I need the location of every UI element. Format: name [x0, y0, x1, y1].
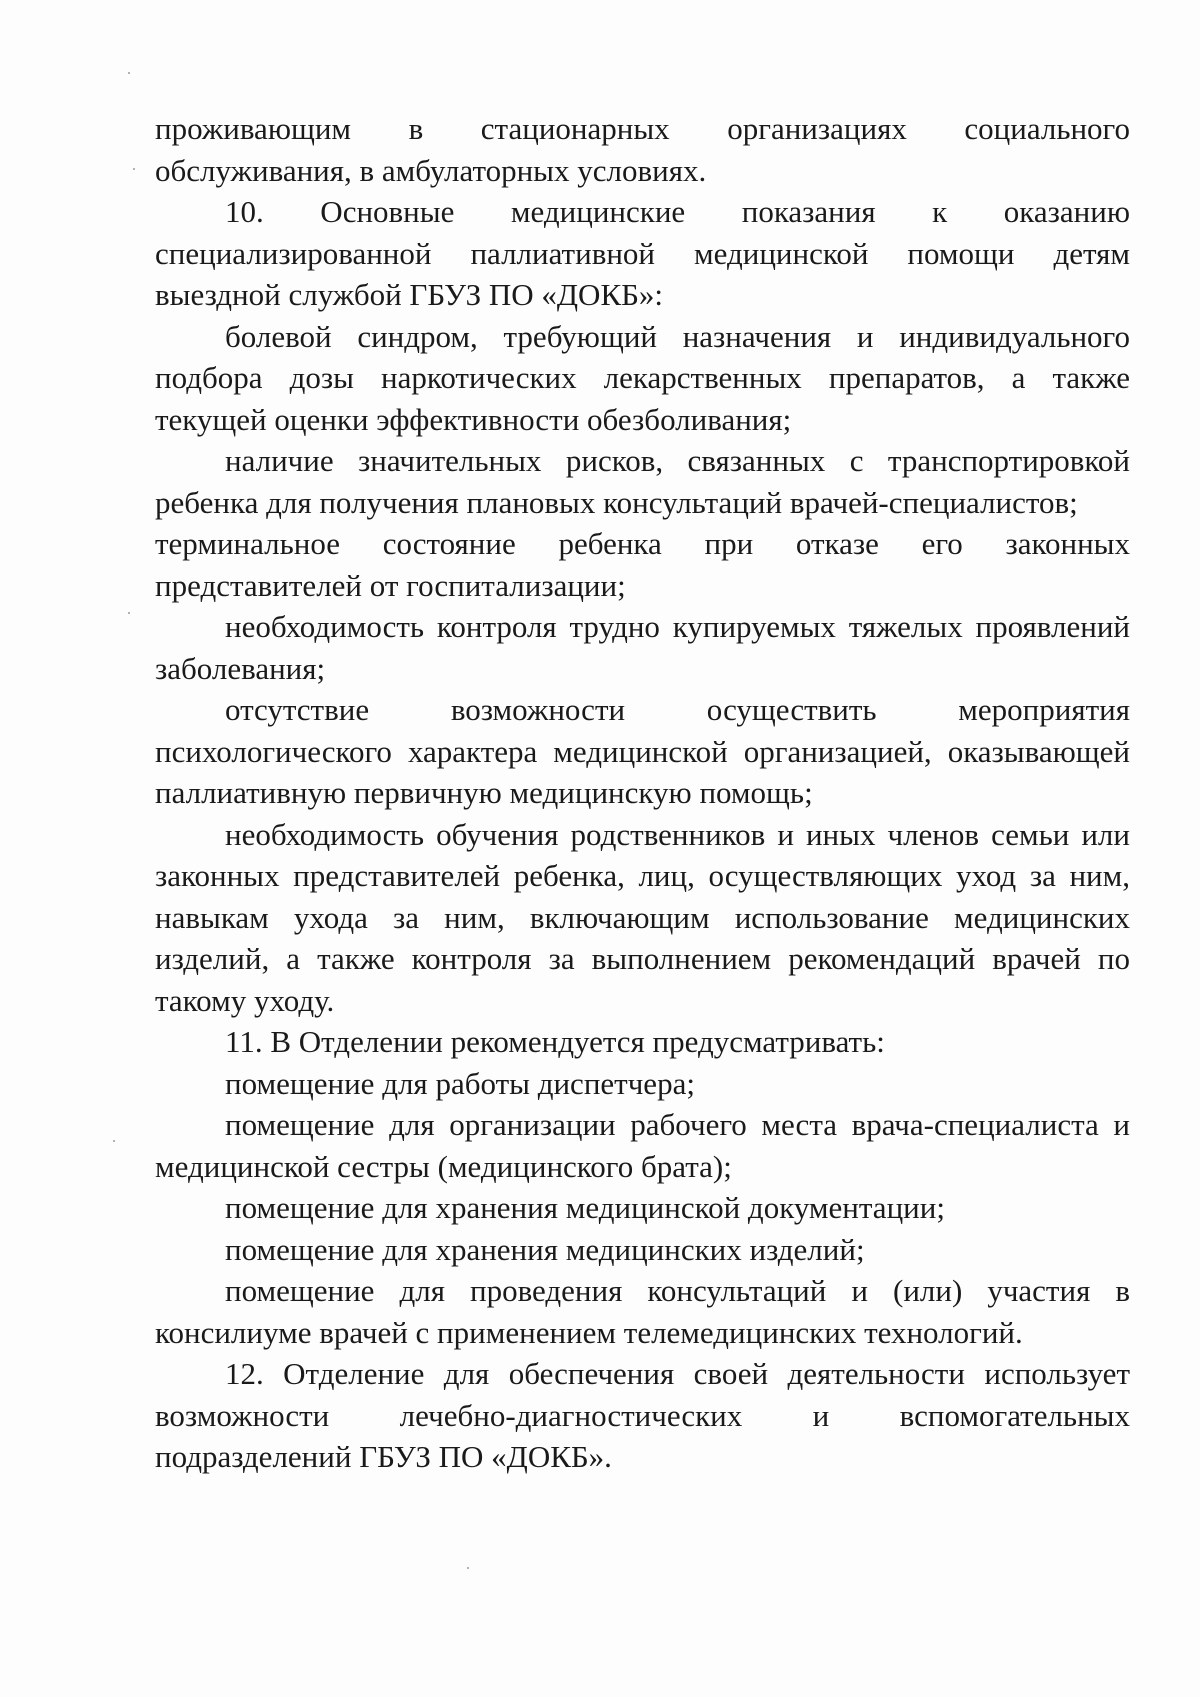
paragraph-family-training: необходимость обучения родственников и иных членов семьи или законных представителей ребенка, лиц, осуществляющих уход за ним, навыкам ухода за ним, включающим использование медицинских изделий, а также контроля за выполнением рекомендаций врачей по такому уходу. — [155, 816, 1130, 1018]
scan-speck — [467, 1567, 469, 1569]
paragraph-transport-risks: наличие значительных рисков, связанных с транспортировкой ребенка для получения плановых консультаций врачей-специалистов; — [155, 443, 1130, 520]
paragraph-section-10-intro: 10. Основные медицинские показания к оказанию специализированной паллиативной медицинской помощи детям выездной службой ГБУЗ ПО «ДОКБ»: — [155, 194, 1130, 312]
scan-speck — [128, 612, 130, 614]
paragraph-dispatcher-room: помещение для работы диспетчера; — [225, 1065, 695, 1101]
document-body — [155, 108, 1130, 1478]
scan-speck — [128, 72, 130, 74]
paragraph-section-12: 12. Отделение для обеспечения своей деятельности использует возможности лечебно-диагностических и вспомогательных подразделений ГБУЗ ПО «ДОКБ». — [155, 1356, 1130, 1474]
paragraph-section-11-intro: 11. В Отделении рекомендуется предусматривать: — [225, 1024, 885, 1059]
paragraph-continuation: проживающим в стационарных организациях социального обслуживания, в амбулаторных условиях. — [155, 111, 1130, 188]
paragraph-telemedicine-room: помещение для проведения консультаций и (или) участия в консилиуме врачей с применением телемедицинских технологий. — [155, 1273, 1130, 1350]
scan-speck — [113, 1140, 115, 1142]
paragraph-psychological-support: отсутствие возможности осуществить мероприятия психологического характера медицинской организацией, оказывающей паллиативную первичную медицинскую помощь; — [155, 692, 1130, 810]
paragraph-symptom-control: необходимость контроля трудно купируемых тяжелых проявлений заболевания; — [155, 609, 1130, 686]
paragraph-terminal-state: терминальное состояние ребенка при отказе его законных представителей от госпитализации; — [155, 526, 1130, 603]
paragraph-pain-syndrome: болевой синдром, требующий назначения и индивидуального подбора дозы наркотических лекарственных препаратов, а также текущей оценки эффективности обезболивания; — [155, 318, 1130, 437]
paragraph-documentation-room: помещение для хранения медицинской документации; — [225, 1190, 945, 1225]
paragraph-workplace-room: помещение для организации рабочего места врача-специалиста и медицинской сестры (медицинского брата); — [155, 1107, 1130, 1184]
scan-speck — [133, 168, 135, 170]
paragraph-devices-room: помещение для хранения медицинских изделий; — [225, 1231, 865, 1267]
